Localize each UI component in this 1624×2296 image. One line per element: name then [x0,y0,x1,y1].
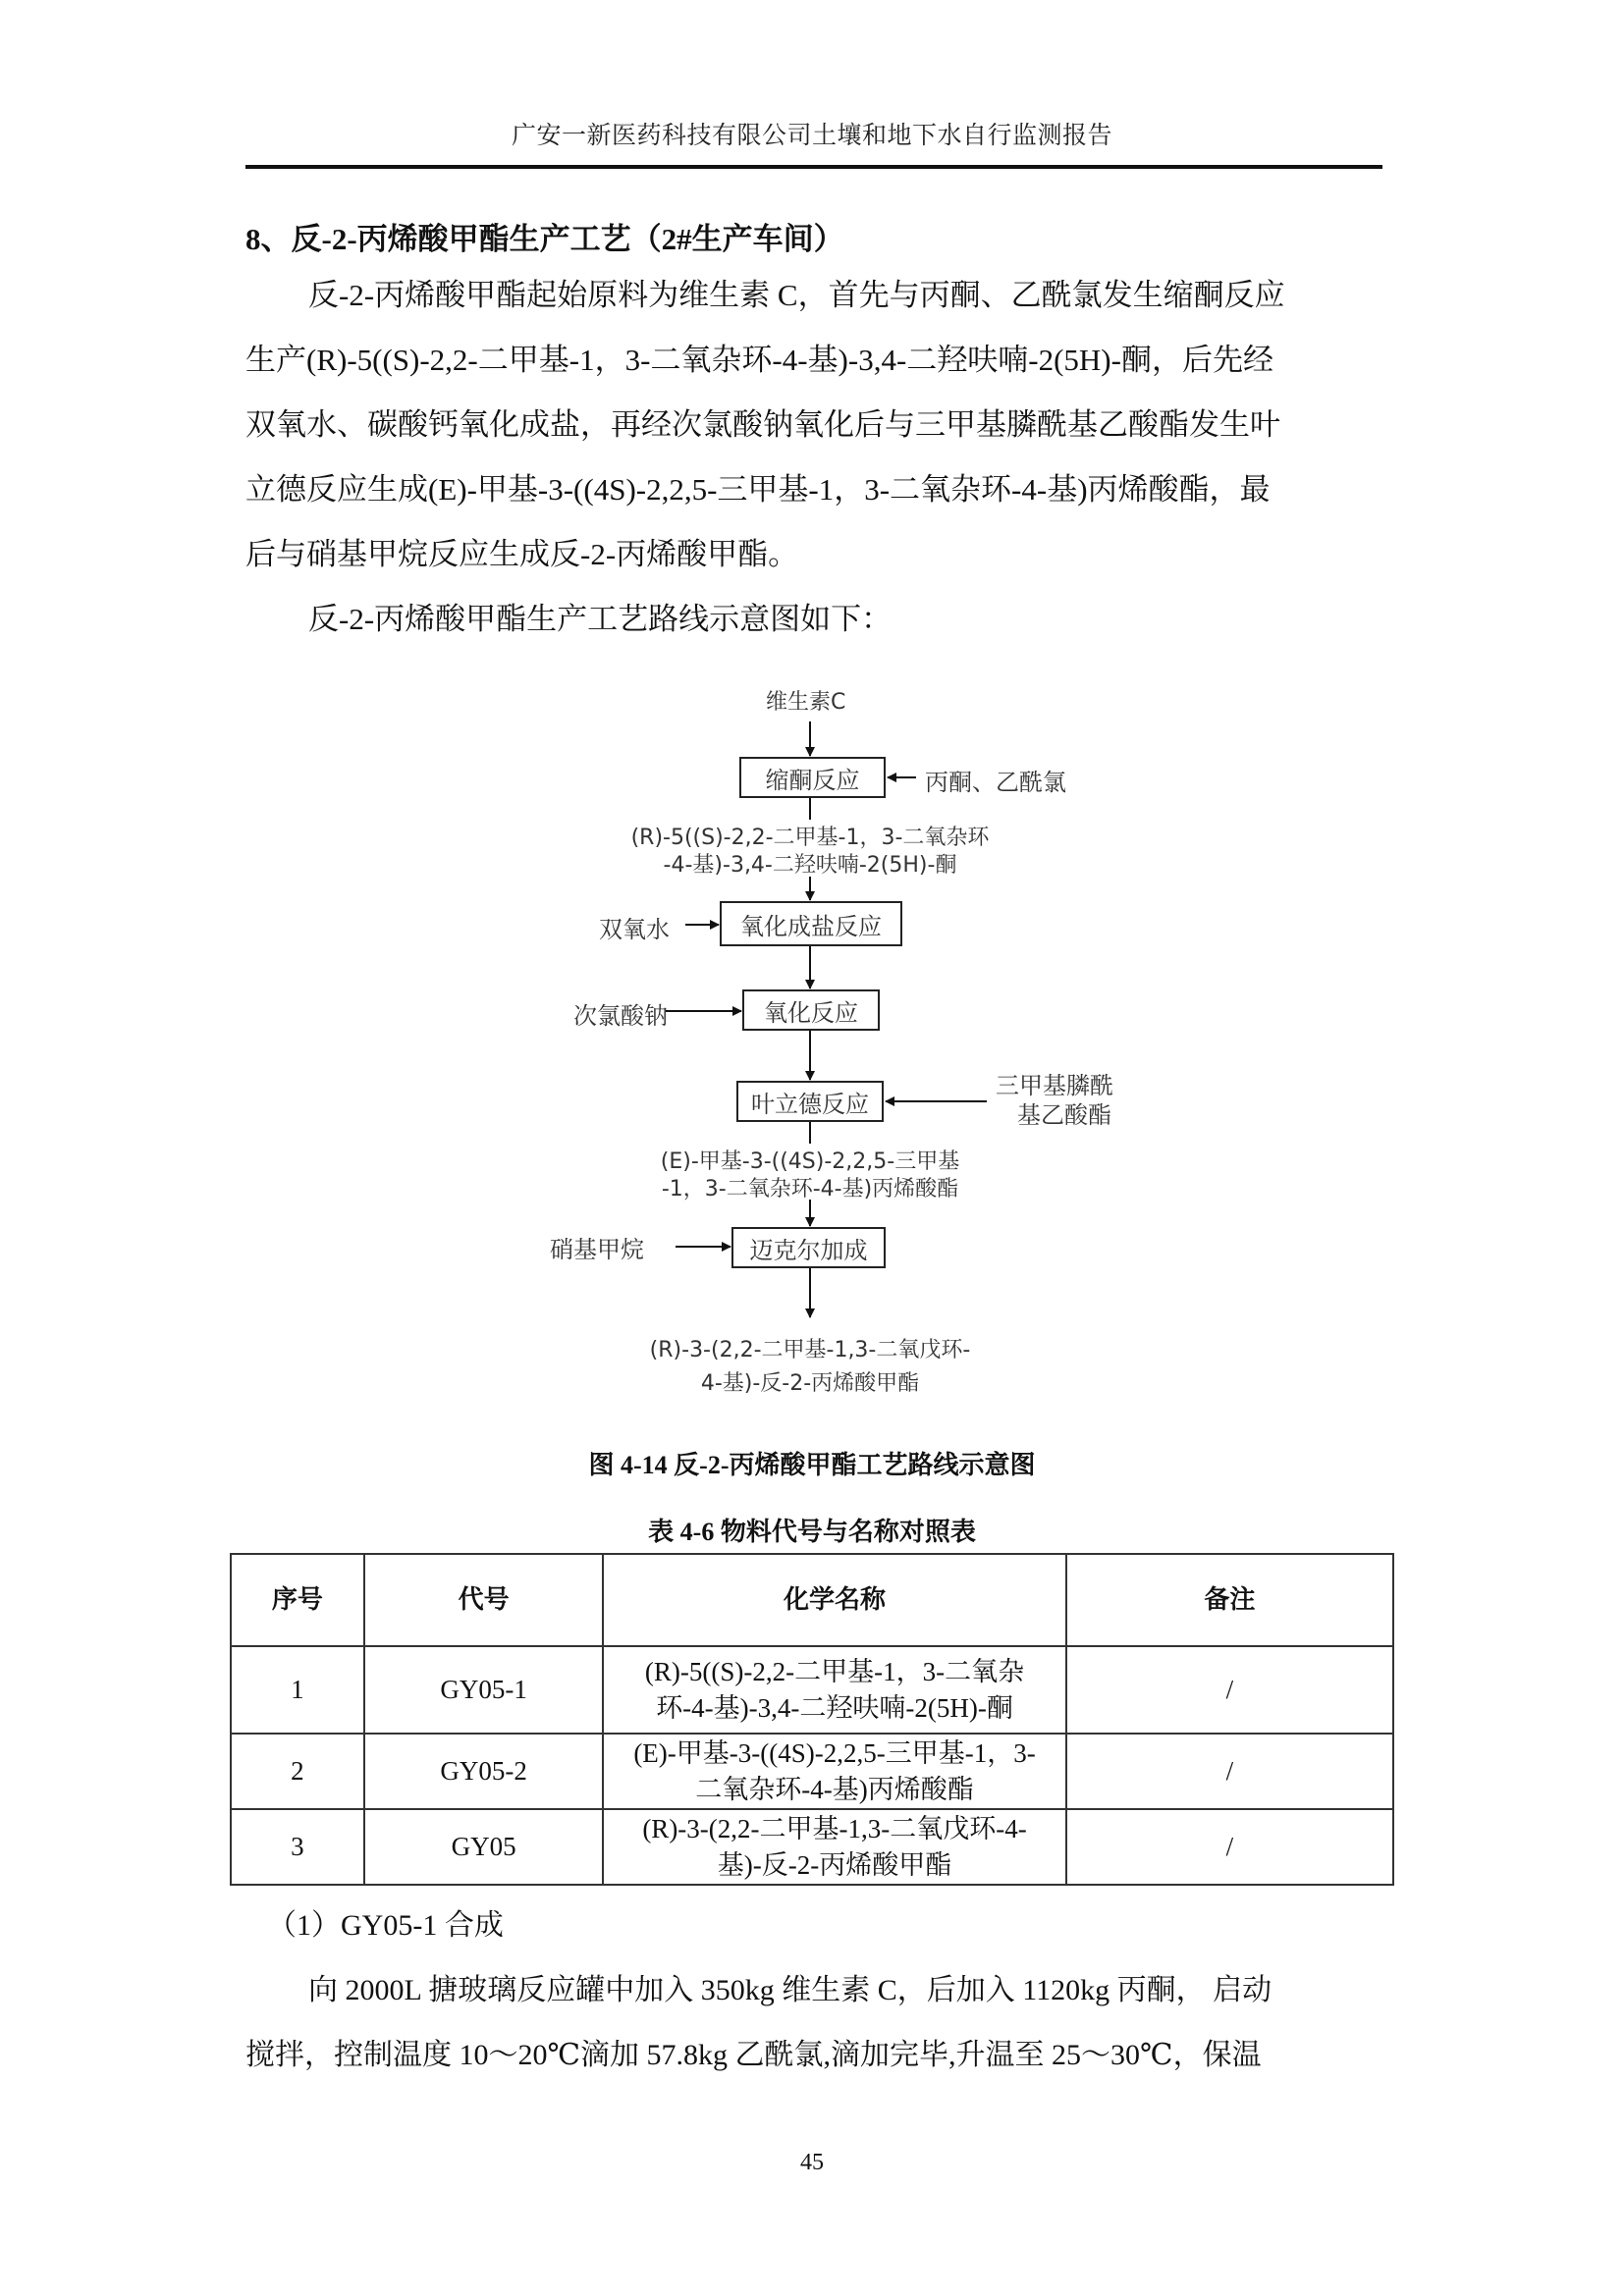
process-box: 叶立德反应 [736,1081,884,1122]
cell-code: GY05 [364,1809,604,1885]
figure-caption: 图 4-14 反-2-丙烯酸甲酯工艺路线示意图 [588,1451,1036,1479]
cell-code: GY05-1 [364,1646,604,1734]
table-row [231,1809,1393,1885]
table-header-row [231,1554,1393,1646]
body-line: 向 2000L 搪玻璃反应罐中加入 350kg 维生素 C，后加入 1120kg 丙酮， 启动 [308,1974,1272,2006]
side-input-left: 硝基甲烷 [550,1236,644,1263]
cell-name [603,1734,1065,1809]
side-input-left: 次氯酸钠 [573,1002,668,1030]
intermediate-label: -4-基)-3,4-二羟呋喃-2(5H)-酮 [663,853,957,878]
running-header: 广安一新医药科技有限公司土壤和地下水自行监测报告 [511,123,1112,149]
intro-line: 立德反应生成(E)-甲基-3-((4S)-2,2,5-三甲基-1，3-二氧杂环-4-基)丙烯酸酯，最 [245,472,1271,507]
cell-name [603,1809,1065,1885]
header-cell: 序号 [231,1554,364,1646]
material-code-table [230,1553,1394,1886]
name-line: 二氧杂环-4-基)丙烯酸酯 [695,1774,974,1804]
cell-no: 3 [231,1809,364,1885]
side-input-left: 双氧水 [599,916,670,943]
subsection-heading: （1）GY05-1 合成 [267,1909,504,1942]
intro-line: 双氧水、碳酸钙氧化成盐，再经次氯酸钠氧化后与三甲基膦酰基乙酸酯发生叶 [245,407,1280,442]
header-cell: 化学名称 [603,1554,1065,1646]
name-line: 环-4-基)-3,4-二羟呋喃-2(5H)-酮 [656,1692,1013,1723]
cell-code: GY05-2 [364,1734,604,1809]
intermediate-label: (E)-甲基-3-((4S)-2,2,5-三甲基 [660,1149,960,1174]
intro-line: 后与硝基甲烷反应生成反-2-丙烯酸甲酯。 [245,537,799,571]
body-line: 搅拌，控制温度 10～20℃滴加 57.8kg 乙酰氯,滴加完毕,升温至 25～30℃，保温 [245,2039,1262,2071]
name-line: 基)-反-2-丙烯酸甲酯 [717,1849,952,1880]
table-row [231,1646,1393,1734]
header-cell: 代号 [364,1554,604,1646]
subsection-block [245,1896,1384,2091]
name-line: (R)-3-(2,2-二甲基-1,3-二氧戊环-4- [642,1813,1027,1843]
header-rule [245,165,1382,169]
side-input-right: 基乙酸酯 [1017,1101,1111,1129]
product-label: (R)-3-(2,2-二甲基-1,3-二氧戊环- [649,1338,971,1362]
side-input-right: 三甲基膦酰 [996,1072,1113,1099]
side-input-right: 丙酮、乙酰氯 [925,769,1066,796]
diagram-lead: 反-2-丙烯酸甲酯生产工艺路线示意图如下： [308,602,893,636]
table-caption: 表 4-6 物料代号与名称对照表 [648,1518,976,1546]
process-box: 氧化反应 [742,989,880,1031]
cell-name [603,1646,1065,1734]
name-line: (R)-5((S)-2,2-二甲基-1，3-二氧杂 [644,1656,1025,1686]
intermediate-label: (R)-5((S)-2,2-二甲基-1，3-二氧杂环 [630,826,990,850]
product-label: 4-基)-反-2-丙烯酸甲酯 [700,1371,920,1396]
table-row [231,1734,1393,1809]
name-line: (E)-甲基-3-((4S)-2,2,5-三甲基-1，3- [633,1737,1036,1768]
intermediate-label: -1，3-二氧杂环-4-基)丙烯酸酯 [661,1177,959,1201]
process-flow-diagram [530,677,1139,1404]
cell-note: / [1066,1809,1393,1885]
intro-paragraph [245,263,1384,652]
intro-line: 生产(R)-5((S)-2,2-二甲基-1，3-二氧杂环-4-基)-3,4-二羟呋喃-2(5H)-酮，后先经 [245,343,1273,377]
page-number: 45 [800,2150,824,2175]
section-heading: 8、反-2-丙烯酸甲酯生产工艺（2#生产车间） [245,222,844,256]
process-box: 缩酮反应 [739,757,886,798]
header-cell: 备注 [1066,1554,1393,1646]
process-box: 迈克尔加成 [731,1227,886,1268]
cell-no: 2 [231,1734,364,1809]
cell-note: / [1066,1734,1393,1809]
intro-line: 反-2-丙烯酸甲酯起始原料为维生素 C，首先与丙酮、乙酰氯发生缩酮反应 [308,278,1285,312]
cell-note: / [1066,1646,1393,1734]
process-box: 氧化成盐反应 [720,901,902,946]
cell-no: 1 [231,1646,364,1734]
start-material: 维生素C [766,690,846,715]
